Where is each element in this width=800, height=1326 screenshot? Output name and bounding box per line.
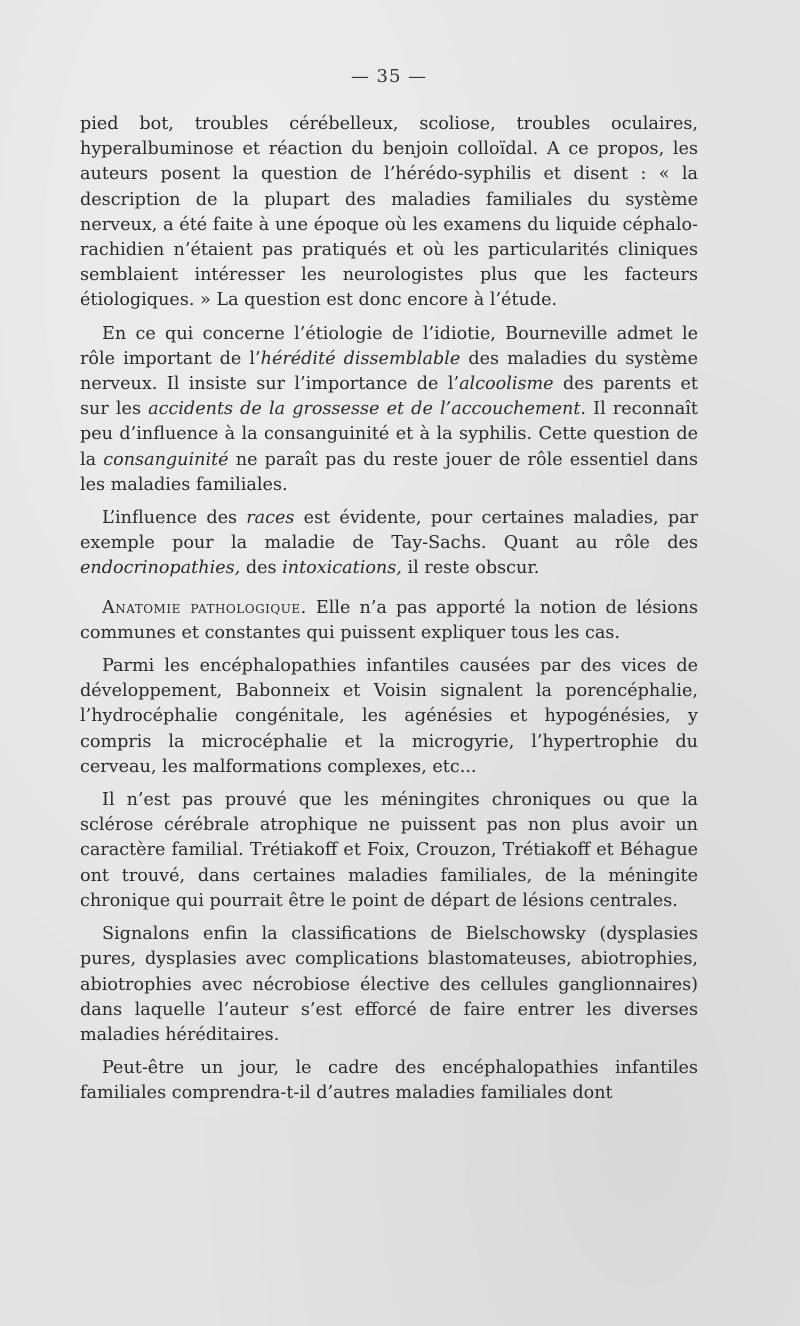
- paragraph-anatomy: [80, 596, 698, 646]
- italic-term: alcoolisme: [459, 374, 554, 395]
- text-run: En ce qui concerne l’étiologie de l’idiotie, Bourneville admet le rôle important de l’: [80, 323, 698, 369]
- text-run: il reste obscur.: [401, 558, 540, 579]
- paragraph-meningitis: Il n’est pas prouvé que les méningites chroniques ou que la sclérose cérébrale atrophique ne puissent pas non plus avoir un caractère familial. Trétiakoff et Foix, Crouzon, Trétiakoff et Béhague ont trouvé, dans certaines maladies familiales, de la méningite chronique qui pourrait être le point de départ de lésions centrales.: [80, 790, 698, 911]
- text-run: ne paraît pas du reste jouer de rôle essentiel dans les maladies familiales.: [80, 449, 698, 495]
- page-body: [80, 112, 698, 1115]
- text-run: Il reconnaît peu d’influence à la consanguinité et à la syphilis. Cette question de la: [80, 399, 698, 470]
- italic-term: consanguinité: [103, 449, 229, 470]
- page-number: — 35 —: [350, 66, 428, 87]
- section-heading: Anatomie pathologique.: [102, 597, 307, 618]
- paragraph-malformations: Parmi les encéphalopathies infantiles causées par des vices de développement, Babonneix et Voisin signalent la porencéphalie, l’hydrocéphalie congénitale, les agénésies et hypogénésies, y compris la microcéphalie et la microgyrie, l’hypertrophie du cerveau, les malformations complexes, etc...: [80, 656, 698, 777]
- paragraph-final: Peut-être un jour, le cadre des encéphalopathies infantiles familiales comprendra-t-il d’autres maladies familiales dont: [80, 1058, 698, 1104]
- italic-term: endocrinopathies,: [80, 558, 241, 579]
- paragraph-etiology: [80, 322, 698, 498]
- paragraph-races: [80, 506, 698, 582]
- italic-term: hérédité dissemblable: [260, 348, 461, 369]
- italic-term: races: [246, 508, 295, 529]
- text-run: est évidente, pour certaines maladies, par exemple pour la maladie de Tay-Sachs. Quant au rôle des: [80, 508, 698, 554]
- text-run: des: [240, 558, 283, 579]
- text-run: des parents et sur les: [80, 374, 698, 420]
- italic-term: intoxications,: [282, 558, 402, 579]
- italic-term: accidents de la grossesse et de l’accouchement.: [148, 399, 587, 420]
- paragraph-classification: Signalons enfin la classifications de Bielschowsky (dysplasies pures, dysplasies avec complications blastomateuses, abiotrophies, abiotrophies avec nécrobiose élective des cellules ganglionnaires) dans laquelle l’auteur s’est efforcé de faire entrer les diverses maladies héréditaires.: [80, 924, 698, 1045]
- text-run: Elle n’a pas apporté la notion de lésions communes et constantes qui puissent expliquer tous les cas.: [80, 597, 698, 643]
- paragraph-continuation: pied bot, troubles cérébelleux, scoliose, troubles oculaires, hyperalbuminose et réaction du benjoin colloïdal. A ce propos, les auteurs posent la question de l’hérédo-syphilis et disent : « la description de la plupart des maladies familiales du système nerveux, a été faite à une époque où les examens du liquide céphalo-rachidien n’étaient pas pratiqués et où les particularités cliniques semblaient intéresser les neurologistes plus que les facteurs étiologiques. » La question est donc encore à l’étude.: [80, 114, 698, 311]
- text-run: des maladies du système nerveux. Il insiste sur l’importance de l’: [80, 348, 698, 395]
- text-run: L’influence des: [102, 508, 247, 529]
